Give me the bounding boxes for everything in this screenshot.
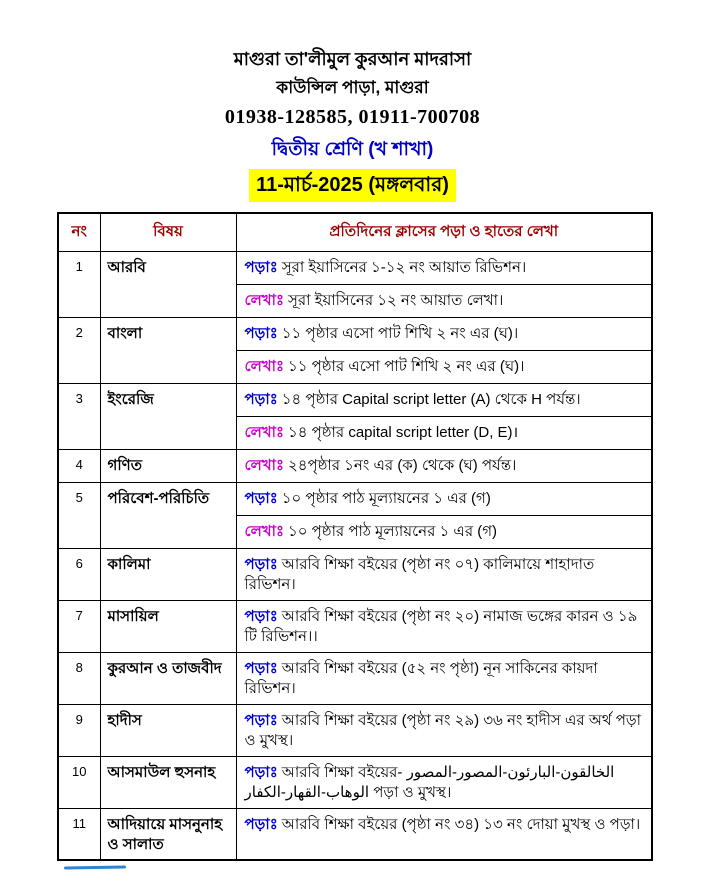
subject-cell: কুরআন ও তাজবীদ [100, 653, 236, 705]
row-number-cell: 3 [58, 384, 100, 450]
table-row [58, 318, 652, 384]
lesson-text: আরবি শিক্ষা বইয়ের (পৃষ্ঠা নং ০৭) কালিমায়ে শাহাদাত রিভিশন। [244, 556, 595, 593]
subject-cell: ইংরেজি [100, 384, 236, 450]
lesson-cell [236, 809, 652, 861]
lesson-cell [236, 384, 652, 450]
read-label: পড়াঃ [244, 764, 278, 781]
lesson-entry [237, 549, 652, 600]
table-row [58, 384, 652, 450]
lesson-cell [236, 653, 652, 705]
table-row [58, 705, 652, 757]
table-row [58, 252, 652, 318]
lesson-entry [237, 809, 652, 841]
lesson-entry [237, 284, 652, 317]
subject-cell: হাদীস [100, 705, 236, 757]
table-row [58, 601, 652, 653]
read-label: পড়াঃ [244, 556, 278, 573]
write-label: লেখাঃ [244, 424, 284, 441]
class-section-line: দ্বিতীয় শ্রেণি (খ শাখা) [271, 139, 434, 160]
row-number-cell: 10 [58, 757, 100, 809]
column-header: নং [58, 213, 100, 252]
read-label: পড়াঃ [244, 490, 278, 507]
row-number-cell: 5 [58, 483, 100, 549]
subject-cell: গণিত [100, 450, 236, 483]
table-header-row [58, 213, 652, 252]
read-label: পড়াঃ [244, 712, 278, 729]
subject-cell: বাংলা [100, 318, 236, 384]
lesson-entry [237, 252, 652, 284]
column-header: বিষয় [100, 213, 236, 252]
table-row [58, 450, 652, 483]
lesson-entry [237, 350, 652, 383]
lesson-text: সূরা ইয়াসিনের ১২ নং আয়াত লেখা। [287, 292, 504, 309]
lesson-entry [237, 450, 652, 482]
lesson-text: আরবি শিক্ষা বইয়ের (পৃষ্ঠা নং ২০) নামাজ ভঙ্গের কারন ও ১৯ টি রিভিশন।। [244, 608, 638, 645]
lesson-text: ১০ পৃষ্ঠার পাঠ মূল্যায়নের ১ এর (গ) [287, 523, 498, 540]
subject-cell: মাসায়িল [100, 601, 236, 653]
lesson-text: সূরা ইয়াসিনের ১-১২ নং আয়াত রিভিশন। [281, 259, 527, 276]
lesson-cell [236, 757, 652, 809]
row-number-cell: 4 [58, 450, 100, 483]
table-row [58, 809, 652, 861]
phone-numbers: 01938-128585, 01911-700708 [224, 106, 481, 128]
lesson-entry [237, 601, 652, 652]
row-number-cell: 1 [58, 252, 100, 318]
lesson-entry [237, 483, 652, 515]
document-header [0, 0, 705, 202]
table-row [58, 757, 652, 809]
subject-cell: কালিমা [100, 549, 236, 601]
lesson-text: ১৪ পৃষ্ঠার Capital script letter (A) থেকে H পর্যন্ত। [281, 391, 581, 408]
row-number-cell: 6 [58, 549, 100, 601]
write-label: লেখাঃ [244, 523, 284, 540]
lesson-entry [237, 653, 652, 704]
read-label: পড়াঃ [244, 391, 278, 408]
write-label: লেখাঃ [244, 358, 284, 375]
write-label: লেখাঃ [244, 292, 284, 309]
lesson-cell [236, 450, 652, 483]
read-label: পড়াঃ [244, 259, 278, 276]
lesson-entry [237, 515, 652, 548]
row-number-cell: 7 [58, 601, 100, 653]
lesson-entry [237, 384, 652, 416]
lesson-text: ১১ পৃষ্ঠার এসো পাট শিখি ২ নং এর (ঘ)। [281, 325, 519, 342]
lesson-text: ১৪ পৃষ্ঠার capital script letter (D, E)। [287, 424, 519, 441]
lesson-entry [237, 705, 652, 756]
pen-scribble-mark [64, 865, 126, 869]
lesson-cell [236, 252, 652, 318]
date-line-wrap [0, 169, 705, 202]
lesson-entry [237, 757, 652, 808]
table-row [58, 483, 652, 549]
lesson-text: আরবি শিক্ষা বইয়ের (৫২ নং পৃষ্ঠা) নূন সাকিনের কায়দা রিভিশন। [244, 660, 598, 697]
lesson-cell [236, 601, 652, 653]
read-label: পড়াঃ [244, 816, 278, 833]
subject-cell: আসমাউল হুসনাহ [100, 757, 236, 809]
lesson-entry [237, 318, 652, 350]
write-label: লেখাঃ [244, 457, 284, 474]
column-header: প্রতিদিনের ক্লাসের পড়া ও হাতের লেখা [236, 213, 652, 252]
lesson-entry [237, 416, 652, 449]
row-number-cell: 11 [58, 809, 100, 861]
table-row [58, 653, 652, 705]
lesson-table [57, 212, 653, 861]
lesson-cell [236, 483, 652, 549]
school-name: মাগুরা তা'লীমুল কুরআন মাদরাসা [233, 49, 472, 69]
row-number-cell: 8 [58, 653, 100, 705]
lesson-cell [236, 705, 652, 757]
lesson-text: ১১ পৃষ্ঠার এসো পাট শিখি ২ নং এর (ঘ)। [287, 358, 525, 375]
school-address: কাউন্সিল পাড়া, মাগুরা [276, 78, 429, 97]
subject-cell: আরবি [100, 252, 236, 318]
read-label: পড়াঃ [244, 660, 278, 677]
table-body [58, 252, 652, 861]
table-row [58, 549, 652, 601]
row-number-cell: 2 [58, 318, 100, 384]
lesson-text: আরবি শিক্ষা বইয়ের- الخالقون-البارئون-المصور-المصور الوهاب-القهار-الكفار পড়া ও মুখস্থ। [244, 764, 615, 801]
date-highlight: 11-মার্চ-2025 (মঙ্গলবার) [249, 169, 456, 202]
lesson-text: আরবি শিক্ষা বইয়ের (পৃষ্ঠা নং ২৯) ৩৬ নং হাদীস এর অর্থ পড়া ও মুখস্থ। [244, 712, 641, 749]
subject-cell: পরিবেশ-পরিচিতি [100, 483, 236, 549]
lesson-text: আরবি শিক্ষা বইয়ের (পৃষ্ঠা নং ৩৪) ১৩ নং দোয়া মুখস্থ ও পড়া। [281, 816, 641, 833]
lesson-text: ২৪পৃষ্ঠার ১নং এর (ক) থেকে (ঘ) পর্যন্ত। [287, 457, 517, 474]
read-label: পড়াঃ [244, 608, 278, 625]
lesson-cell [236, 549, 652, 601]
lesson-cell [236, 318, 652, 384]
read-label: পড়াঃ [244, 325, 278, 342]
subject-cell: আদিয়ায়ে মাসনুনাহ ও সালাত [100, 809, 236, 861]
row-number-cell: 9 [58, 705, 100, 757]
lesson-text: ১০ পৃষ্ঠার পাঠ মূল্যায়নের ১ এর (গ) [281, 490, 491, 507]
